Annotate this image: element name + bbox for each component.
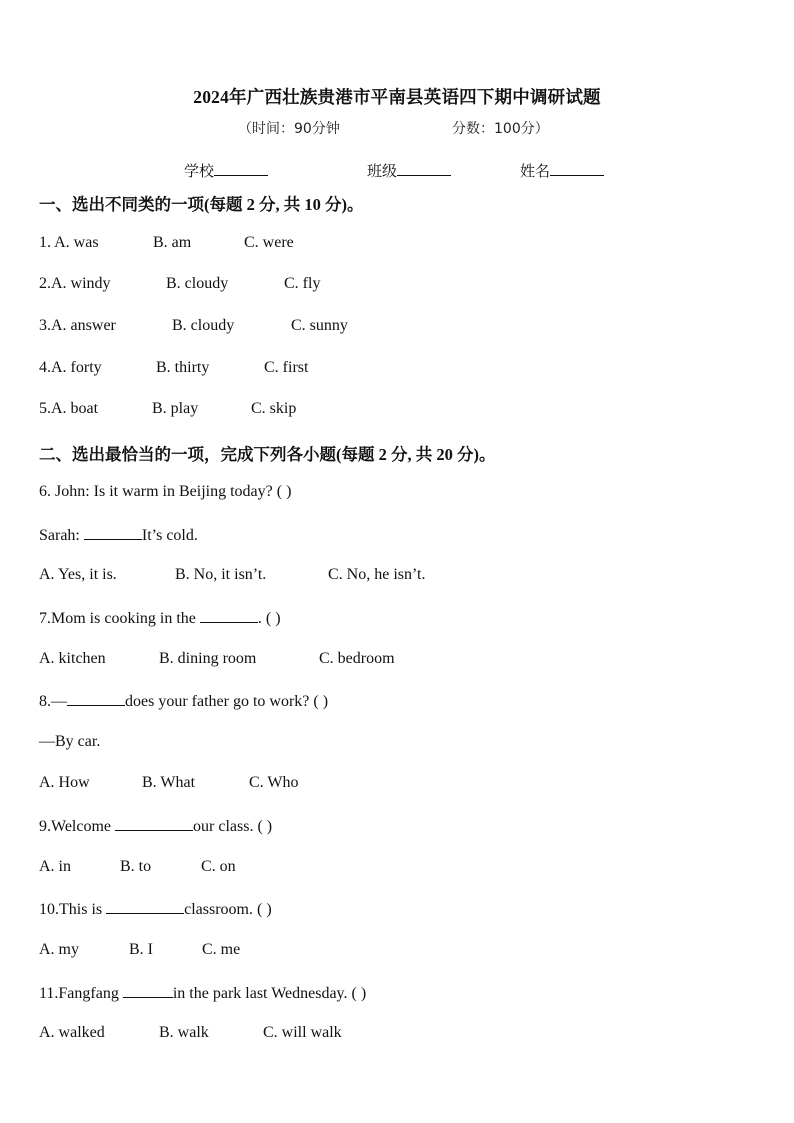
stem-text-end: classroom. ( ) — [184, 901, 272, 918]
question-11-stem — [39, 983, 366, 1003]
option-b: B. am — [153, 234, 192, 251]
section1-heading: 一、选出不同类的一项(每题 2 分, 共 10 分)。 — [39, 195, 364, 214]
question-6-stem: 6. John: Is it warm in Beijing today? ( ) — [39, 483, 292, 500]
question-7-stem — [39, 608, 281, 628]
question-10-options — [39, 941, 241, 959]
option-b: B. play — [152, 400, 199, 417]
name-label: 姓名 — [520, 164, 551, 180]
option-a: 1. A. was — [39, 234, 99, 251]
answer-blank[interactable] — [115, 816, 193, 831]
option-c: C. bedroom — [319, 650, 395, 667]
question-8-reply: —By car. — [39, 733, 101, 750]
stem-text: 11.Fangfang — [39, 985, 123, 1002]
option-b: B. thirty — [156, 359, 210, 376]
option-c: C. first — [264, 359, 309, 376]
option-b: B. dining room — [159, 650, 257, 667]
option-a: A. in — [39, 858, 71, 875]
school-blank[interactable] — [214, 161, 268, 176]
option-c: C. No, he isn’t. — [328, 566, 426, 583]
option-c: C. Who — [249, 774, 299, 791]
question-5 — [39, 400, 297, 418]
class-field — [367, 160, 451, 181]
option-a: A. How — [39, 774, 90, 791]
option-a: A. Yes, it is. — [39, 566, 117, 583]
question-9-options — [39, 858, 236, 876]
stem-text-end: does your father go to work? ( ) — [125, 693, 329, 710]
question-11-options — [39, 1024, 342, 1042]
question-6-dialog — [39, 525, 198, 545]
stem-text-end: . ( ) — [257, 610, 281, 627]
page-title: 2024年广西壮族贵港市平南县英语四下期中调研试题 — [193, 87, 601, 107]
option-a: A. kitchen — [39, 650, 106, 667]
option-c: C. were — [244, 234, 294, 251]
question-6-options — [39, 566, 426, 584]
school-label: 学校 — [184, 164, 215, 180]
stem-text: 7.Mom is cooking in the — [39, 610, 200, 627]
total-score: 分数：100分） — [452, 121, 549, 137]
option-a: A. walked — [39, 1024, 105, 1041]
answer-blank[interactable] — [84, 525, 142, 540]
stem-text: 9.Welcome — [39, 818, 116, 835]
answer-blank[interactable] — [123, 983, 173, 998]
option-c: C. on — [201, 858, 236, 875]
name-blank[interactable] — [550, 161, 604, 176]
stem-text-end: our class. ( ) — [193, 818, 273, 835]
answer-blank[interactable] — [106, 899, 184, 914]
option-c: C. skip — [251, 400, 297, 417]
stem-text-end: in the park last Wednesday. ( ) — [172, 985, 367, 1002]
option-c: C. sunny — [291, 317, 348, 334]
option-b: B. cloudy — [166, 275, 229, 292]
question-4 — [39, 359, 309, 377]
question-8-stem — [39, 691, 328, 711]
option-a: A. my — [39, 941, 79, 958]
option-a: 3.A. answer — [39, 317, 116, 334]
question-3 — [39, 317, 348, 335]
dialog-speaker: Sarah: — [39, 527, 84, 544]
stem-text: 8.— — [39, 693, 67, 710]
option-b: B. walk — [159, 1024, 209, 1041]
class-label: 班级 — [367, 164, 398, 180]
question-7-options — [39, 650, 395, 668]
option-b: B. I — [129, 941, 153, 958]
option-c: C. fly — [284, 275, 321, 292]
stem-text: 10.This is — [39, 901, 107, 918]
question-1 — [39, 234, 294, 252]
exam-meta — [238, 118, 549, 138]
option-a: 4.A. forty — [39, 359, 102, 376]
question-2 — [39, 275, 321, 293]
option-c: C. will walk — [263, 1024, 342, 1041]
name-field — [520, 160, 604, 181]
dialog-text: It’s cold. — [141, 527, 198, 544]
question-10-stem — [39, 899, 272, 919]
option-a: 2.A. windy — [39, 275, 111, 292]
question-8-options — [39, 774, 299, 792]
answer-blank[interactable] — [67, 691, 125, 706]
question-9-stem — [39, 816, 272, 836]
option-c: C. me — [202, 941, 241, 958]
section2-heading: 二、选出最恰当的一项，完成下列各小题(每题 2 分, 共 20 分)。 — [39, 445, 496, 464]
option-b: B. cloudy — [172, 317, 235, 334]
option-b: B. to — [120, 858, 152, 875]
school-field — [184, 160, 268, 181]
time-limit: （时间：90分钟 — [238, 121, 340, 137]
option-a: 5.A. boat — [39, 400, 99, 417]
option-b: B. No, it isn’t. — [175, 566, 267, 583]
answer-blank[interactable] — [200, 608, 258, 623]
option-b: B. What — [142, 774, 196, 791]
class-blank[interactable] — [397, 161, 451, 176]
